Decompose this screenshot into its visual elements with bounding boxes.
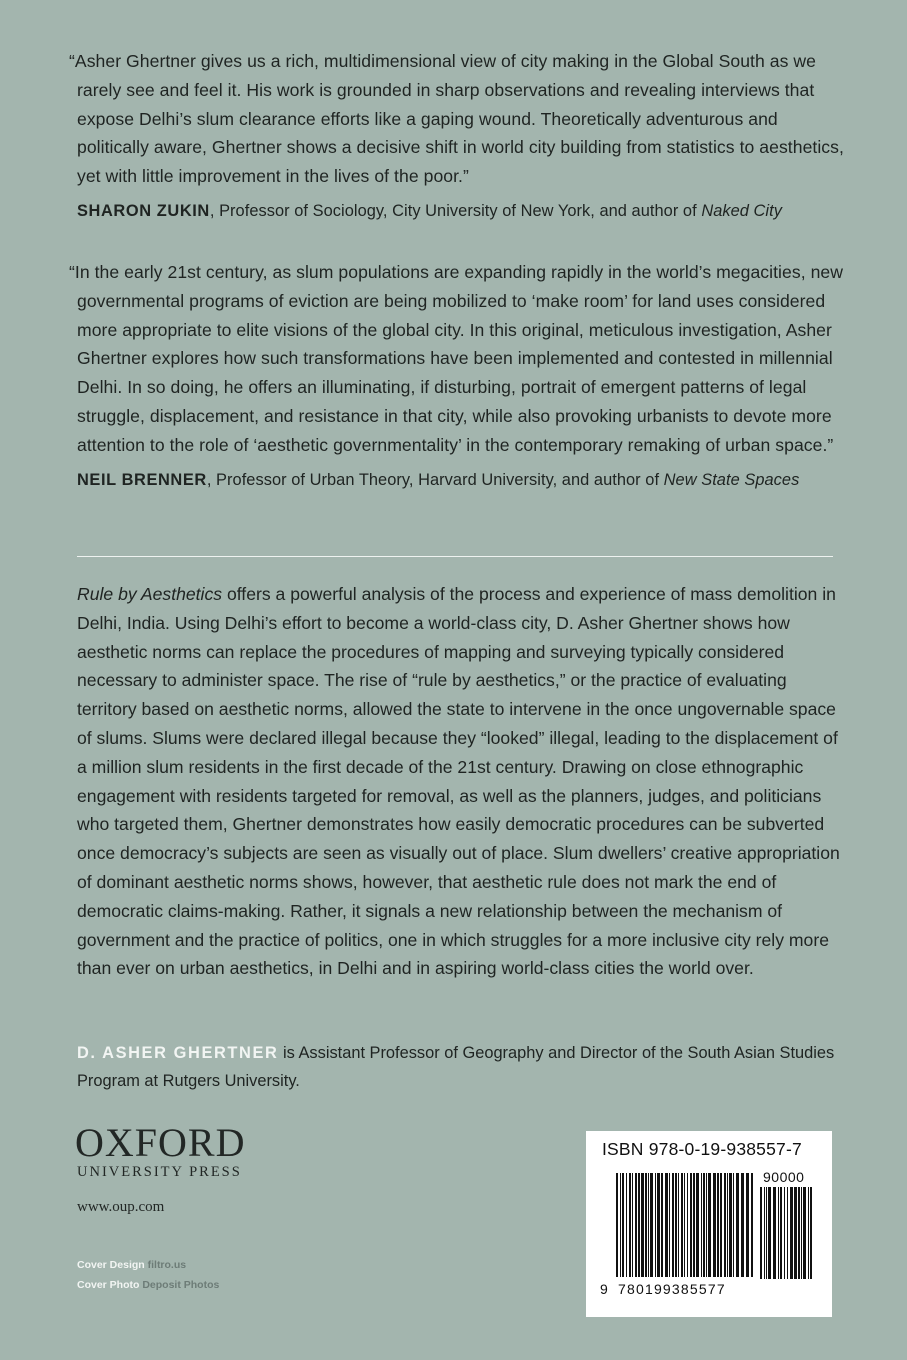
description-text: offers a powerful analysis of the process and experience of mass demolition in Delhi, India. Using Delhi’s effort to become a world-class city, D. Asher Ghertner shows how aesthetic norms can replace the procedures of mapping and surveying typically considered necessary to administer space. The rise of “rule by aesthetics,” or the practice of evaluating territory based on aesthetic norms, allowed the state to intervene in the once ungovernable space of slums. Slums were declared illegal because they “looked” illegal, leading to the displacement of a million slum residents in the first decade of the 21st century. Drawing on close ethnographic engagement with residents targeted for removal, as well as the planners, judges, and politicians who targeted them, Ghertner demonstrates how easily democratic procedures can be subverted once democracy’s subjects are seen as visually out of place. Slum dwellers’ creative appropriation of dominant aesthetic norms shows, however, that aesthetic rule does not mark the end of democratic claims-making. Rather, it signals a new relationship between the mechanism of government and the practice of politics, one in which struggles for a more inclusive city rely more than ever on urban aesthetics, in Delhi and in aspiring world-class cities the world over. [77,584,840,979]
publisher-logo-name: OXFORD [75,1120,246,1165]
ean-lead-digit: 9 [600,1281,608,1297]
publisher-logo-subtitle: UNIVERSITY PRESS [77,1164,242,1180]
reviewer-book-title: Naked City [701,201,782,220]
barcode-bar [751,1173,753,1277]
credit-value: filtro.us [147,1259,187,1271]
barcode-bar [690,1173,692,1277]
barcode-bar [675,1173,677,1277]
barcode-bar [622,1173,624,1277]
barcode-bar [655,1173,656,1277]
reviewer-name: SHARON ZUKIN [77,201,210,220]
barcode-bar [741,1173,744,1277]
barcode-bar [729,1173,732,1277]
barcode-bar [713,1173,716,1277]
barcode-bar [665,1173,668,1277]
credit-label: Cover Design [77,1259,148,1271]
review-quote-brenner [69,258,847,491]
cover-photo-credit [77,1279,219,1291]
book-title: Rule by Aesthetics [77,584,223,604]
reviewer-role: , Professor of Urban Theory, Harvard University, and author of [206,470,664,489]
barcode-bar [650,1173,653,1277]
barcode-bar [720,1173,722,1277]
quote-attribution [77,469,847,491]
author-bio [77,1040,847,1095]
cover-design-credit [77,1259,186,1271]
barcode-bar [717,1173,719,1277]
barcode-bar [632,1173,633,1277]
barcode-bar [766,1187,767,1279]
barcode-bar [760,1187,762,1279]
barcode-bar [684,1173,685,1277]
barcode-price-code: 90000 [763,1169,805,1185]
isbn-number: ISBN 978-0-19-938557-7 [602,1139,802,1159]
barcode-bar [672,1173,674,1277]
barcode-bar [616,1173,618,1277]
reviewer-name: NEIL BRENNER [77,470,207,489]
barcode-bar [787,1187,788,1279]
barcode-bar [638,1173,640,1277]
quote-text: “Asher Ghertner gives us a rich, multidimensional view of city making in the Global South as we rarely see and feel it. His work is grounded in sharp observations and revealing interviews that expose Delhi’s slum clearance efforts like a gaping wound. Theoretically adventurous and politically aware, Ghertner shows a decisive shift in world city building from statistics to aesthetics, yet with little improvement in the lives of the poor.” [69,51,844,187]
barcode-bar [736,1173,739,1277]
barcode-bar [701,1173,702,1277]
barcode-bar [635,1173,637,1277]
barcode-bar [678,1173,679,1277]
publisher-website: www.oup.com [77,1199,165,1215]
ean-barcode-bars [616,1173,756,1285]
ean-barcode [616,1173,756,1285]
credit-value: Deposit Photos [142,1279,220,1291]
author-bio-text: is Assistant Professor of Geography and Director of the South Asian Studies Program at Rutgers University. [77,1044,835,1090]
barcode-bar [708,1173,711,1277]
barcode-bar [798,1187,800,1279]
barcode-bar [629,1173,631,1277]
barcode-bar [703,1173,705,1277]
barcode-bar [768,1187,771,1279]
barcode-bar [778,1187,779,1279]
barcode-bar [746,1173,749,1277]
barcode-bar [733,1173,734,1277]
barcode-bar [641,1173,644,1277]
barcode-bar [657,1173,660,1277]
barcode-bar [645,1173,647,1277]
barcode-bar [773,1187,776,1279]
quote-attribution [77,200,847,222]
addon-barcode [760,1187,814,1287]
isbn-barcode-panel [586,1131,832,1317]
barcode-bar [681,1173,683,1277]
barcode-bar [693,1173,695,1277]
barcode-bar [661,1173,663,1277]
review-quote-zukin [69,47,847,222]
barcode-bar [669,1173,670,1277]
barcode-bar [808,1187,809,1279]
barcode-bar [790,1187,793,1279]
ean-digits: 780199385577 [618,1281,726,1297]
barcode-bar [801,1187,802,1279]
barcode-bar [706,1173,707,1277]
reviewer-book-title: New State Spaces [663,470,800,489]
credit-label: Cover Photo [77,1279,143,1291]
barcode-bar [764,1187,765,1279]
book-description [77,580,847,983]
quote-text: “In the early 21st century, as slum populations are expanding rapidly in the world’s megacities, new governmental programs of eviction are being mobilized to ‘make room’ for land uses considered more appropriate to elite visions of the global city. In this original, meticulous investigation, Asher Ghertner explores how such transformations have been implemented and contested in millennial Delhi. In so doing, he offers an illuminating, if disturbing, portrait of emergent patterns of legal struggle, displacement, and resistance in that city, while also provoking urbanists to devote more attention to the role of ‘aesthetic governmentality’ in the contemporary remaking of urban space.” [69,262,843,455]
barcode-bar [724,1173,726,1277]
barcode-bar [803,1187,806,1279]
barcode-bar [620,1173,621,1277]
barcode-bar [727,1173,728,1277]
addon-barcode-bars [760,1187,814,1287]
barcode-bar [696,1173,699,1277]
barcode-bar [780,1187,782,1279]
barcode-bar [784,1187,785,1279]
barcode-bar [687,1173,688,1277]
reviewer-role: , Professor of Sociology, City University of New York, and author of [209,201,702,220]
barcode-bar [626,1173,627,1277]
author-name: D. ASHER GHERTNER [77,1044,279,1062]
barcode-bar [810,1187,812,1279]
barcode-bar [794,1187,797,1279]
barcode-bar [648,1173,649,1277]
section-divider [77,556,833,557]
